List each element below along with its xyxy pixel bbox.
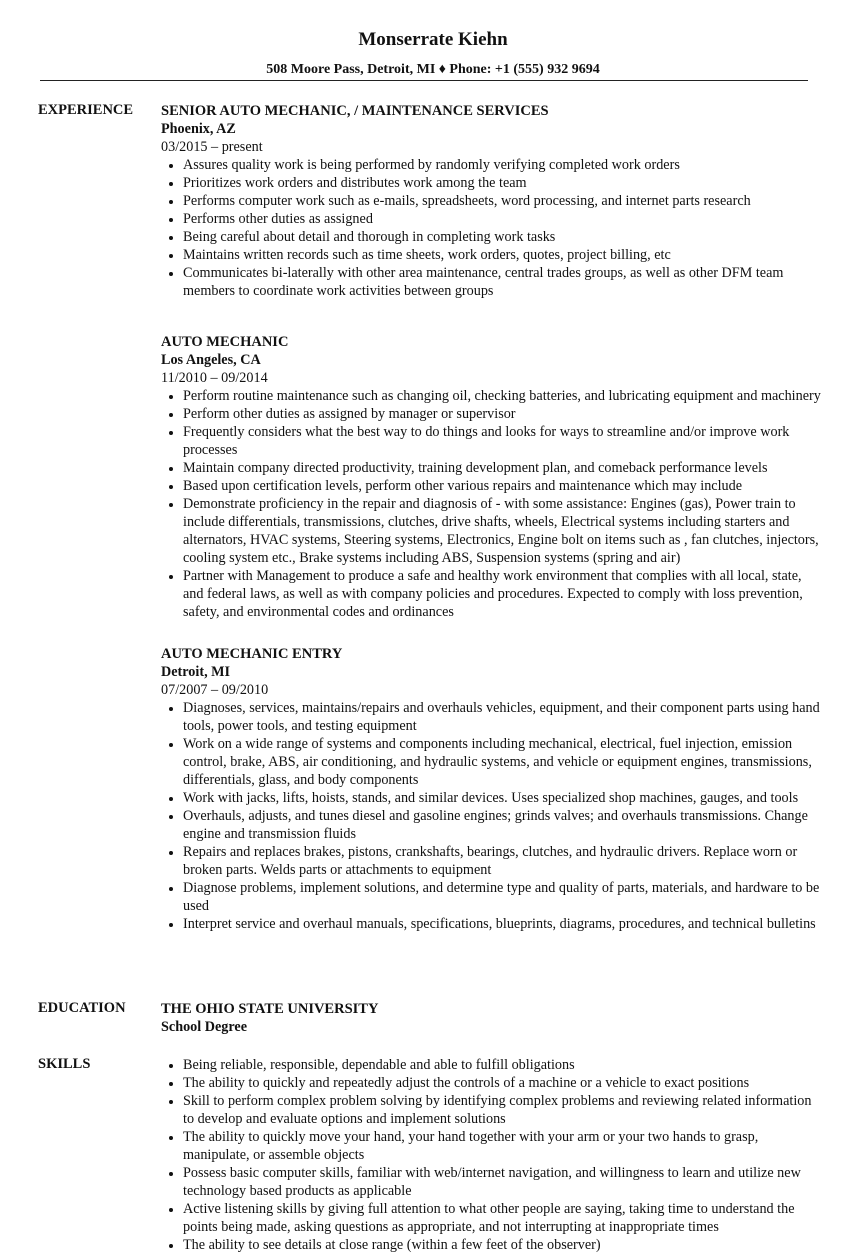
list-item: • Repairs and replaces brakes, pistons, crankshafts, bearings, clutches, and hydraulic drivers. Replace worn or broken parts. Welds parts or attachments to equipment (183, 843, 821, 879)
contact-line: 508 Moore Pass, Detroit, MI ♦ Phone: +1 (555) 932 9694 (266, 62, 600, 77)
skills-section (161, 1056, 821, 1254)
experience-section (161, 102, 821, 951)
list-item: • Perform other duties as assigned by manager or supervisor (183, 405, 821, 423)
job-dates: 07/2007 – 09/2010 (161, 682, 269, 698)
list-item: • Partner with Management to produce a safe and healthy work environment that complies with all local, state, and federal laws, as well as with company policies and procedures. Expected to comply with loss prevention, safety, and environmental codes and ordinances (183, 567, 821, 621)
job-location: Phoenix, AZ (161, 121, 236, 137)
list-item: • Frequently considers what the best way to do things and looks for ways to streamline and/or improve work processes (183, 423, 821, 459)
experience-heading: EXPERIENCE (38, 102, 134, 118)
list-item: • Diagnoses, services, maintains/repairs and overhauls vehicles, equipment, and their component parts using hand tools, power tools, and testing equipment (183, 699, 821, 735)
job-entry (161, 102, 821, 300)
list-item: • Performs other duties as assigned (183, 210, 821, 228)
job-bullets (161, 387, 821, 621)
list-item: • Performs computer work such as e-mails, spreadsheets, word processing, and internet parts research (183, 192, 821, 210)
job-location: Los Angeles, CA (161, 352, 261, 368)
list-item: • Overhauls, adjusts, and tunes diesel and gasoline engines; grinds valves; and overhauls transmissions. Change engine and transmission fluids (183, 807, 821, 843)
list-item: • Diagnose problems, implement solutions, and determine type and quality of parts, materials, and hardware to be used (183, 879, 821, 915)
job-title: AUTO MECHANIC ENTRY (161, 646, 343, 662)
list-item: • Based upon certification levels, perform other various repairs and maintenance which may include (183, 477, 821, 495)
school-name: THE OHIO STATE UNIVERSITY (161, 1001, 379, 1017)
list-item: • Maintain company directed productivity, training development plan, and comeback performance levels (183, 459, 821, 477)
job-title: SENIOR AUTO MECHANIC, / MAINTENANCE SERVICES (161, 103, 549, 119)
list-item: • The ability to see details at close range (within a few feet of the observer) (183, 1236, 821, 1254)
job-bullets (161, 156, 821, 300)
list-item: • Work with jacks, lifts, hoists, stands, and similar devices. Uses specialized shop machines, gauges, and tools (183, 789, 821, 807)
list-item: • The ability to quickly move your hand, your hand together with your arm or your two hands to grasp, manipulate, or assemble objects (183, 1128, 821, 1164)
list-item: • Possess basic computer skills, familiar with web/internet navigation, and willingness to learn and utilize new technology based products as applicable (183, 1164, 821, 1200)
job-entry (161, 645, 821, 933)
degree: School Degree (161, 1019, 248, 1035)
list-item: • Perform routine maintenance such as changing oil, checking batteries, and lubricating equipment and machinery (183, 387, 821, 405)
job-dates: 03/2015 – present (161, 139, 263, 155)
list-item: • Prioritizes work orders and distributes work among the team (183, 174, 821, 192)
list-item: • Being careful about detail and thorough in completing work tasks (183, 228, 821, 246)
skills-list (161, 1056, 821, 1254)
job-location: Detroit, MI (161, 664, 231, 680)
job-entry (161, 333, 821, 621)
job-dates: 11/2010 – 09/2014 (161, 370, 268, 386)
list-item: • The ability to quickly and repeatedly adjust the controls of a machine or a vehicle to exact positions (183, 1074, 821, 1092)
list-item: • Skill to perform complex problem solving by identifying complex problems and reviewing related information to develop and evaluate options and implement solutions (183, 1092, 821, 1128)
list-item: • Interpret service and overhaul manuals, specifications, blueprints, diagrams, procedures, and technical bulletins (183, 915, 821, 933)
list-item: • Work on a wide range of systems and components including mechanical, electrical, fuel injection, emission control, brake, ABS, air conditioning, and hydraulic systems, and vehicle or equipment engines, transmissions, differentials, glass, and body components (183, 735, 821, 789)
skills-heading: SKILLS (38, 1056, 91, 1072)
list-item: • Maintains written records such as time sheets, work orders, quotes, project billing, etc (183, 246, 821, 264)
list-item: • Being reliable, responsible, dependable and able to fulfill obligations (183, 1056, 821, 1074)
education-section (161, 1000, 821, 1036)
list-item: • Assures quality work is being performed by randomly verifying completed work orders (183, 156, 821, 174)
candidate-name: Monserrate Kiehn (358, 29, 508, 50)
list-item: • Active listening skills by giving full attention to what other people are saying, taking time to understand the points being made, asking questions as appropriate, and not interrupting at inappropriate times (183, 1200, 821, 1236)
job-title: AUTO MECHANIC (161, 334, 289, 350)
list-item: • Communicates bi-laterally with other area maintenance, central trades groups, as well as other DFM team members to coordinate work activities between groups (183, 264, 821, 300)
header-divider (40, 80, 808, 81)
list-item: • Demonstrate proficiency in the repair and diagnosis of - with some assistance: Engines (gas), Power train to include differentials, transmissions, clutches, drive shafts, wheels, Electrical systems including starters and alternators, HVAC systems, Steering systems, Electronics, Engine bolt on items such as , fan clutches, injectors, cooling system etc., Brake systems including ABS, Suspension systems (spring and air) (183, 495, 821, 567)
education-heading: EDUCATION (38, 1000, 126, 1016)
job-bullets (161, 699, 821, 933)
